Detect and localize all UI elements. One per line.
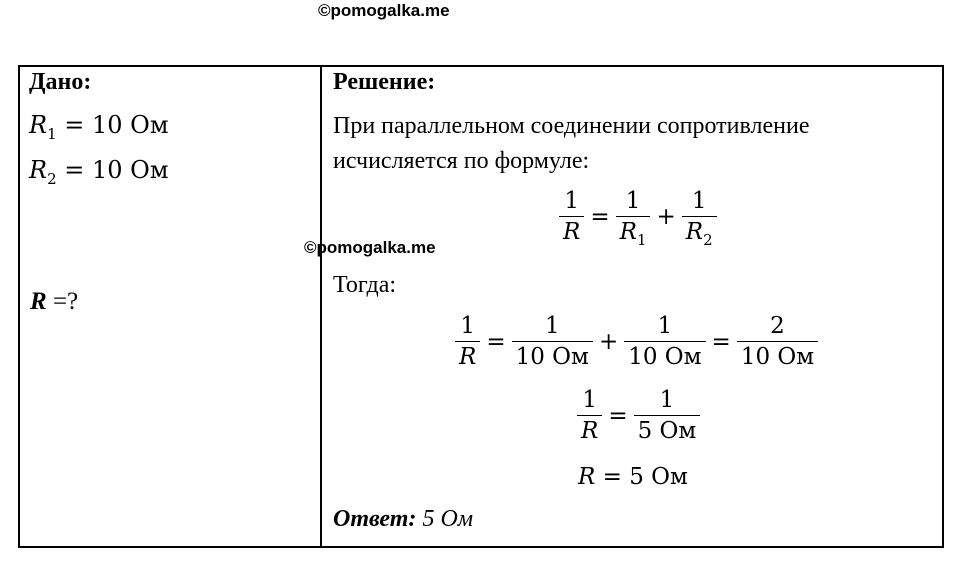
calculation-sum bbox=[452, 313, 821, 371]
column-divider bbox=[320, 65, 322, 548]
given-r1-symbol: R bbox=[29, 111, 48, 139]
watermark-middle: ©pomogalka.me bbox=[304, 238, 436, 257]
calc1-c-numerator: 2 bbox=[770, 313, 785, 339]
calc3-lhs: R bbox=[578, 464, 596, 490]
calc2-right-denominator: 5 Ом bbox=[634, 415, 701, 444]
formula-r2-symbol: R bbox=[685, 219, 704, 246]
formula-r2-denominator bbox=[682, 216, 717, 250]
calc1-a-numerator: 1 bbox=[544, 313, 560, 339]
formula-left-denominator: R bbox=[559, 216, 584, 245]
given-r2-subscript: 2 bbox=[47, 170, 57, 188]
find-symbol: R bbox=[30, 288, 47, 315]
formula-equals: = bbox=[590, 203, 610, 230]
find-unknown bbox=[30, 288, 78, 316]
solution-intro-line2: исчисляется по формуле: bbox=[333, 148, 590, 174]
parallel-formula bbox=[556, 188, 720, 250]
formula-r1-symbol: R bbox=[619, 219, 637, 246]
given-heading: Дано: bbox=[29, 69, 92, 95]
formula-r1-numerator: 1 bbox=[625, 188, 641, 214]
calc1-left-fraction bbox=[455, 313, 480, 371]
given-r2-value: = 10 Ом bbox=[64, 156, 169, 184]
given-r1 bbox=[29, 111, 169, 143]
calc1-fraction-b bbox=[624, 313, 705, 371]
formula-fraction-r2 bbox=[682, 188, 717, 250]
calc1-a-denominator: 10 Ом bbox=[512, 341, 593, 370]
answer bbox=[333, 506, 473, 533]
formula-plus: + bbox=[656, 203, 676, 230]
formula-fraction-left bbox=[559, 188, 584, 246]
calc1-plus: + bbox=[598, 328, 619, 355]
given-r2 bbox=[29, 156, 169, 188]
formula-r2-numerator: 1 bbox=[691, 188, 707, 214]
calc1-b-denominator: 10 Ом bbox=[624, 341, 705, 370]
calculation-result bbox=[578, 464, 688, 490]
calc1-fraction-a bbox=[512, 313, 593, 371]
solution-heading: Решение: bbox=[333, 69, 436, 95]
formula-left-numerator: 1 bbox=[564, 188, 579, 214]
find-rest: =? bbox=[46, 288, 79, 315]
calc1-equals-2: = bbox=[711, 328, 731, 355]
calc2-right-fraction bbox=[634, 387, 701, 445]
given-r2-symbol: R bbox=[29, 156, 48, 184]
formula-r1-subscript: 1 bbox=[636, 231, 647, 250]
formula-r2-subscript: 2 bbox=[703, 231, 713, 250]
calculation-reduced bbox=[574, 387, 703, 445]
calc2-left-denominator: R bbox=[577, 415, 602, 444]
calc1-c-denominator: 10 Ом bbox=[737, 341, 818, 370]
calc3-rhs: = 5 Ом bbox=[602, 464, 688, 490]
answer-value: 5 Ом bbox=[416, 506, 474, 532]
calc2-equals: = bbox=[608, 402, 628, 429]
watermark-top: ©pomogalka.me bbox=[318, 1, 450, 20]
calc1-b-numerator: 1 bbox=[657, 313, 673, 339]
calc2-right-numerator: 1 bbox=[659, 387, 675, 413]
calc1-left-numerator: 1 bbox=[460, 313, 475, 339]
formula-r1-denominator bbox=[616, 216, 651, 250]
answer-label: Ответ: bbox=[333, 506, 417, 532]
calc2-left-fraction bbox=[577, 387, 602, 445]
calc1-equals-1: = bbox=[486, 328, 506, 355]
formula-fraction-r1 bbox=[616, 188, 651, 250]
then-label: Тогда: bbox=[333, 272, 397, 298]
solution-intro-line1: При параллельном соединении сопротивление bbox=[333, 113, 810, 139]
calc2-left-numerator: 1 bbox=[582, 387, 597, 413]
given-r1-value: = 10 Ом bbox=[64, 111, 169, 139]
calc1-fraction-c bbox=[737, 313, 818, 371]
given-r1-subscript: 1 bbox=[47, 125, 57, 143]
calc1-left-denominator: R bbox=[455, 341, 480, 370]
